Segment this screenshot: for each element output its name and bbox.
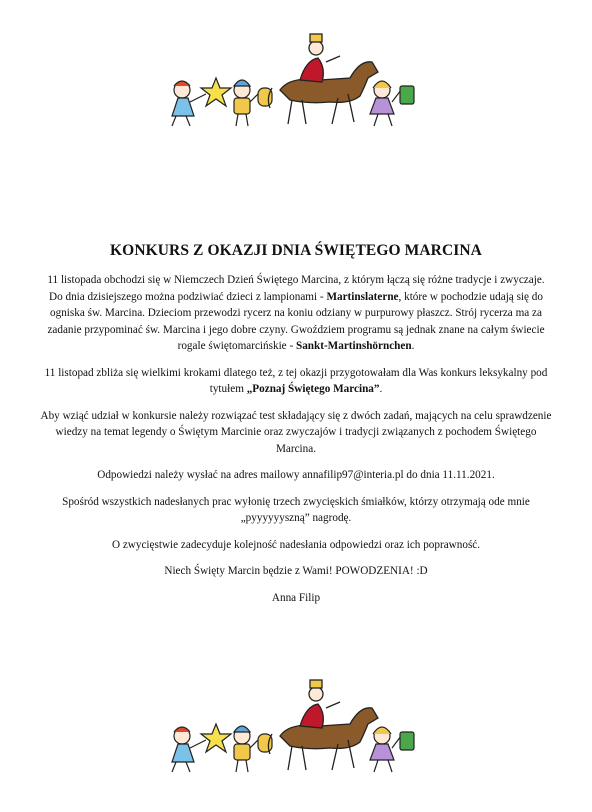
document-title: KONKURS Z OKAZJI DNIA ŚWIĘTEGO MARCINA — [110, 242, 482, 259]
signature: Anna Filip — [271, 591, 321, 604]
paragraph-intro: 11 listopada obchodzi się w Niemczech Dzień Świętego Marcina, z którym łączą się różne tradycje i zwyczaje. Do dnia dzisiejszego można podziwiać dzieci z lampionami - Martinslaterne, które w pochodzie udają się do ogniska św. Marcina. Dzieciom przewodzi rycerz na koniu odziany w purpurowy płaszcz. Strój rycerza ma za zadanie przypominać św. Marcina i jego dobre czyny. Gwoździem programu są jednak znane na całym świecie rogale świętomarcińskie - Sankt-Martinshörnchen. — [47, 274, 545, 352]
contest-name: „Poznaj Świętego Marcina” — [246, 383, 380, 395]
paragraph-rules: Aby wziąć udział w konkursie należy rozwiązać test składający się z dwóch zadań, mających na celu sprawdzenie wiedzy na temat legendy o Świętym Marcinie oraz zwyczajów i tradycji związanych z pochodem Świętego Marcina. — [40, 409, 552, 455]
paragraph-criteria: O zwycięstwie zadecyduje kolejność nadesłania odpowiedzi oraz ich poprawność. — [111, 538, 481, 551]
star-lantern — [201, 78, 231, 106]
document-body — [40, 242, 552, 616]
st-martin-parade-illustration-bottom — [160, 674, 432, 774]
st-martin-parade-drawing — [160, 28, 432, 128]
horse-and-rider — [268, 680, 378, 770]
child-with-green-lantern — [370, 727, 414, 772]
st-martin-parade-illustration-top — [160, 28, 432, 128]
paragraph-prizes: Spośród wszystkich nadesłanych prac wyłonię trzech zwycięskich śmiałków, którzy otrzymają ode mnie „pyyyyyyszną” nagrodę. — [62, 495, 530, 524]
paragraph-contest-title: 11 listopad zbliża się wielkimi krokami dlatego też, z tej okazji przygotowałam dla Was konkurs leksykalny pod tytułem „Poznaj Świętego Marcina”. — [44, 366, 548, 395]
child-with-blue-lantern — [234, 726, 272, 772]
paragraph-deadline: Odpowiedzi należy wysłać na adres mailowy annafilip97@interia.pl do dnia 11.11.2021. — [97, 469, 495, 481]
child-with-green-lantern — [370, 81, 414, 126]
child-with-blue-lantern — [234, 80, 272, 126]
term-sankt-martinshoernchen: Sankt-Martinshörnchen — [295, 340, 412, 352]
star-lantern — [201, 724, 231, 752]
horse-and-rider — [268, 34, 378, 124]
term-martinslaterne: Martinslaterne — [326, 290, 399, 303]
paragraph-good-luck: Niech Święty Marcin będzie z Wami! POWODZENIA! :D — [164, 565, 428, 577]
st-martin-parade-drawing — [160, 674, 432, 774]
